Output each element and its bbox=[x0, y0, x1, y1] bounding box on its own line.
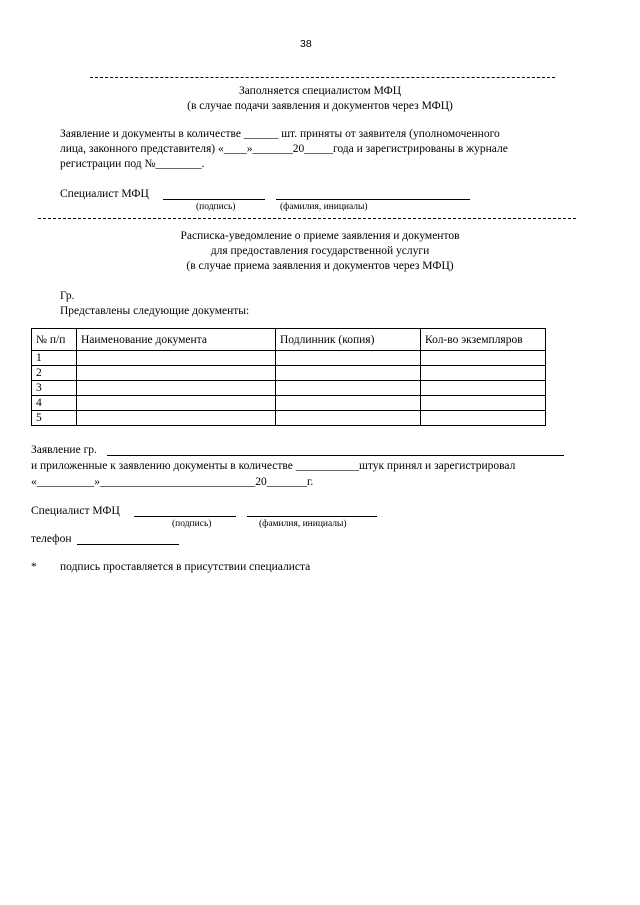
table-header-row bbox=[32, 329, 546, 351]
statement-line-2: и приложенные к заявлению документы в количестве ___________штук принял и зарегистрировал bbox=[31, 460, 516, 472]
copies-count-cell[interactable] bbox=[421, 366, 546, 381]
receipt-specialist-label: Специалист МФЦ bbox=[31, 505, 120, 517]
receipt-name-line bbox=[247, 516, 377, 517]
receipt-title-line-2: для предоставления государственной услуги bbox=[210, 245, 430, 257]
receipt-title-line-3: (в случае приема заявления и документов через МФЦ) bbox=[186, 260, 454, 272]
acceptance-paragraph-line-3: регистрации под №________. bbox=[60, 158, 205, 170]
signature-line bbox=[163, 199, 265, 200]
column-header-document-name: Наименование документа bbox=[77, 329, 276, 351]
acceptance-paragraph-line-1: Заявление и документы в количестве ______ шт. приняты от заявителя (уполномоченного bbox=[60, 128, 500, 140]
table-row bbox=[32, 396, 546, 411]
middle-separator bbox=[38, 218, 576, 219]
section-title: Заполняется специалистом МФЦ bbox=[238, 85, 402, 97]
copies-count-cell[interactable] bbox=[421, 351, 546, 366]
signature-caption: (подпись) bbox=[196, 202, 236, 212]
top-separator bbox=[90, 77, 555, 78]
row-number-cell: 2 bbox=[32, 366, 77, 381]
original-copy-cell[interactable] bbox=[276, 396, 421, 411]
table-row bbox=[32, 366, 546, 381]
phone-line bbox=[77, 544, 179, 545]
column-header-copies-count: Кол-во экземпляров bbox=[421, 329, 546, 351]
original-copy-cell[interactable] bbox=[276, 381, 421, 396]
specialist-label: Специалист МФЦ bbox=[60, 188, 149, 200]
original-copy-cell[interactable] bbox=[276, 366, 421, 381]
copies-count-cell[interactable] bbox=[421, 396, 546, 411]
receipt-signature-caption: (подпись) bbox=[172, 519, 212, 529]
document-name-cell[interactable] bbox=[77, 381, 276, 396]
original-copy-cell[interactable] bbox=[276, 411, 421, 426]
page-number: 38 bbox=[300, 38, 312, 50]
receipt-title: Расписка-уведомление о приеме заявления и документов bbox=[180, 230, 460, 242]
footnote-text: подпись проставляется в присутствии специалиста bbox=[60, 561, 311, 573]
documents-table bbox=[31, 328, 546, 426]
copies-count-cell[interactable] bbox=[421, 411, 546, 426]
table-row bbox=[32, 381, 546, 396]
citizen-name-line bbox=[107, 455, 564, 456]
document-name-cell[interactable] bbox=[77, 351, 276, 366]
copies-count-cell[interactable] bbox=[421, 381, 546, 396]
statement-date-line: «__________»___________________________20_______г. bbox=[31, 476, 314, 488]
receipt-name-caption: (фамилия, инициалы) bbox=[259, 519, 347, 529]
table-row bbox=[32, 411, 546, 426]
name-line bbox=[276, 199, 470, 200]
citizen-label: Гр. bbox=[60, 290, 75, 302]
footnote-mark: * bbox=[31, 561, 37, 573]
statement-label: Заявление гр. bbox=[31, 444, 97, 456]
phone-label: телефон bbox=[31, 533, 72, 545]
row-number-cell: 5 bbox=[32, 411, 77, 426]
row-number-cell: 3 bbox=[32, 381, 77, 396]
row-number-cell: 1 bbox=[32, 351, 77, 366]
name-caption: (фамилия, инициалы) bbox=[280, 202, 368, 212]
section-subtitle: (в случае подачи заявления и документов через МФЦ) bbox=[187, 100, 453, 112]
document-name-cell[interactable] bbox=[77, 396, 276, 411]
document-name-cell[interactable] bbox=[77, 411, 276, 426]
acceptance-paragraph-line-2: лица, законного представителя) «____»_______20_____года и зарегистрированы в журнале bbox=[60, 143, 508, 155]
original-copy-cell[interactable] bbox=[276, 351, 421, 366]
row-number-cell: 4 bbox=[32, 396, 77, 411]
document-name-cell[interactable] bbox=[77, 366, 276, 381]
column-header-original-copy: Подлинник (копия) bbox=[276, 329, 421, 351]
column-header-number: № п/п bbox=[32, 329, 77, 351]
table-row bbox=[32, 351, 546, 366]
documents-label: Представлены следующие документы: bbox=[60, 305, 250, 317]
receipt-signature-line bbox=[134, 516, 236, 517]
